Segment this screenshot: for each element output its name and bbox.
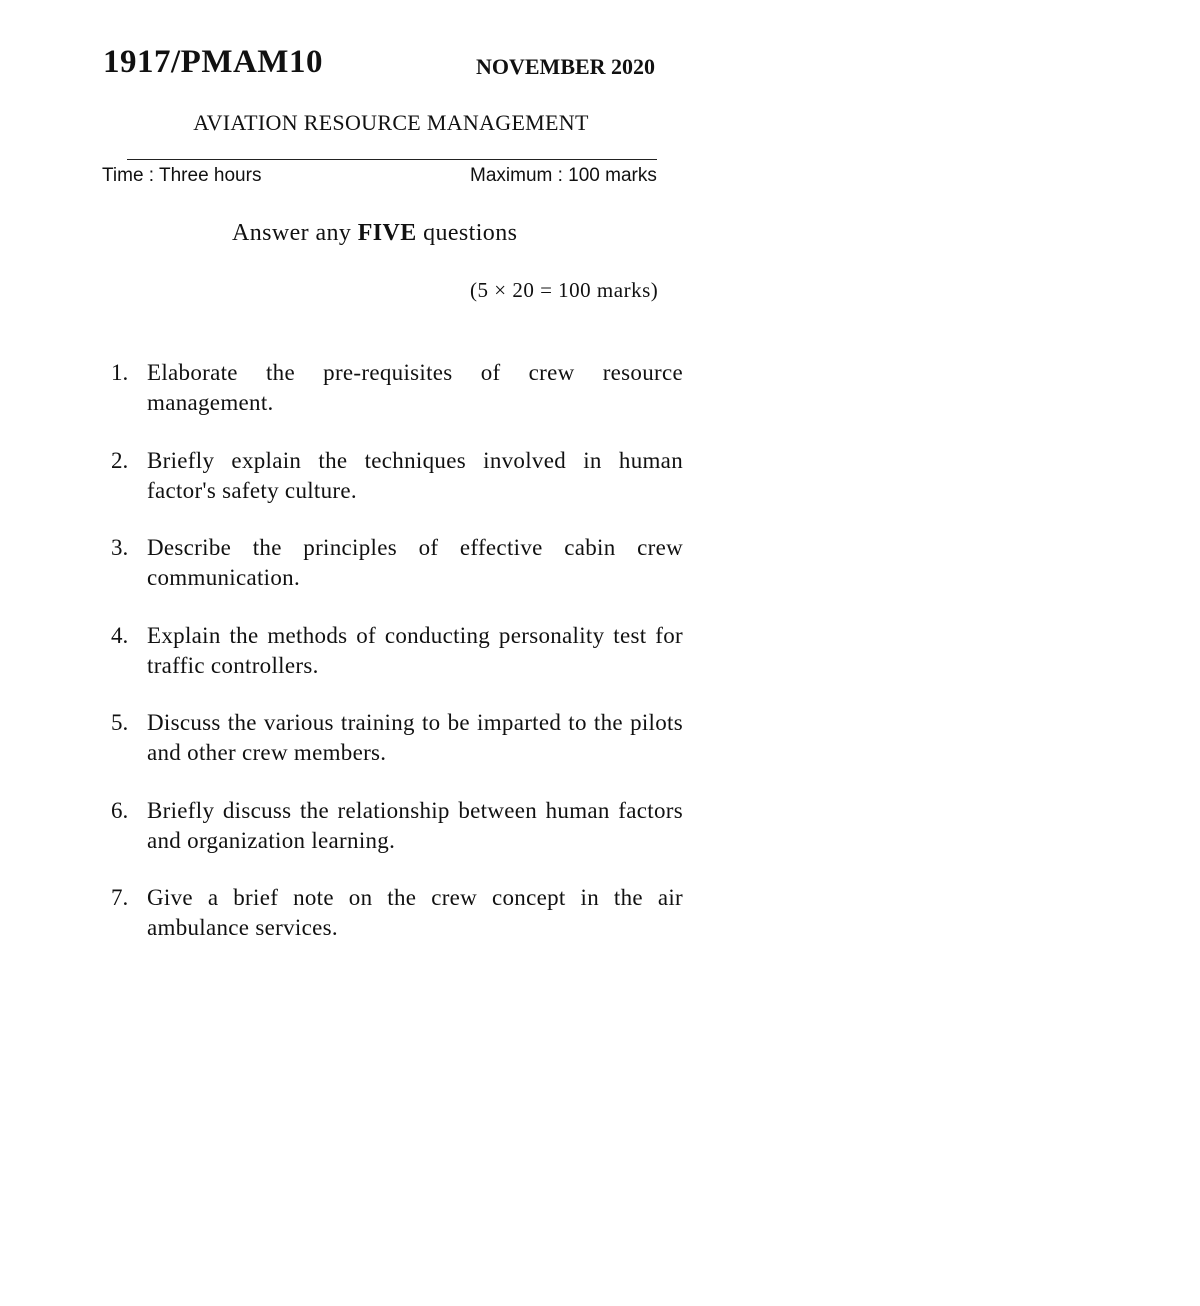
question-number: 2. <box>111 447 129 473</box>
subject-title: AVIATION RESOURCE MANAGEMENT <box>193 110 589 135</box>
question-text: Give a brief note on the crew concept in the air ambulance services. <box>147 885 683 940</box>
marks-distribution: (5 × 20 = 100 marks) <box>470 278 659 302</box>
exam-date: NOVEMBER 2020 <box>476 54 656 79</box>
question-item <box>107 446 683 534</box>
question-item <box>107 533 683 621</box>
instruction-count: FIVE <box>357 220 417 246</box>
question-item <box>107 796 683 884</box>
header-divider <box>127 159 657 160</box>
maximum-marks: Maximum : 100 marks <box>470 165 657 186</box>
question-number: 1. <box>111 360 129 385</box>
question-item <box>107 358 683 446</box>
question-number: 4. <box>111 622 129 648</box>
paper-code: 1917/PMAM10 <box>103 44 323 80</box>
instruction-suffix: questions <box>423 220 518 246</box>
question-number: 6. <box>111 797 129 823</box>
question-text: Explain the methods of conducting personality test for traffic controllers. <box>147 622 683 678</box>
question-item <box>107 621 683 709</box>
question-number: 3. <box>111 535 129 560</box>
question-item <box>107 708 683 796</box>
question-text: Briefly discuss the relationship between human factors and organization learning. <box>147 797 683 853</box>
answer-instruction <box>232 220 517 247</box>
time-allowed: Time : Three hours <box>102 165 262 186</box>
question-number: 7. <box>111 885 129 910</box>
question-text: Discuss the various training to be imparted to the pilots and other crew members. <box>147 710 683 765</box>
question-item <box>107 883 683 971</box>
question-number: 5. <box>111 710 129 735</box>
instruction-prefix: Answer any <box>232 220 352 246</box>
question-list <box>107 358 683 971</box>
question-text: Describe the principles of effective cabin crew communication. <box>147 535 683 590</box>
question-text: Elaborate the pre-requisites of crew resource management. <box>147 360 683 415</box>
question-text: Briefly explain the techniques involved in human factor's safety culture. <box>147 447 683 503</box>
